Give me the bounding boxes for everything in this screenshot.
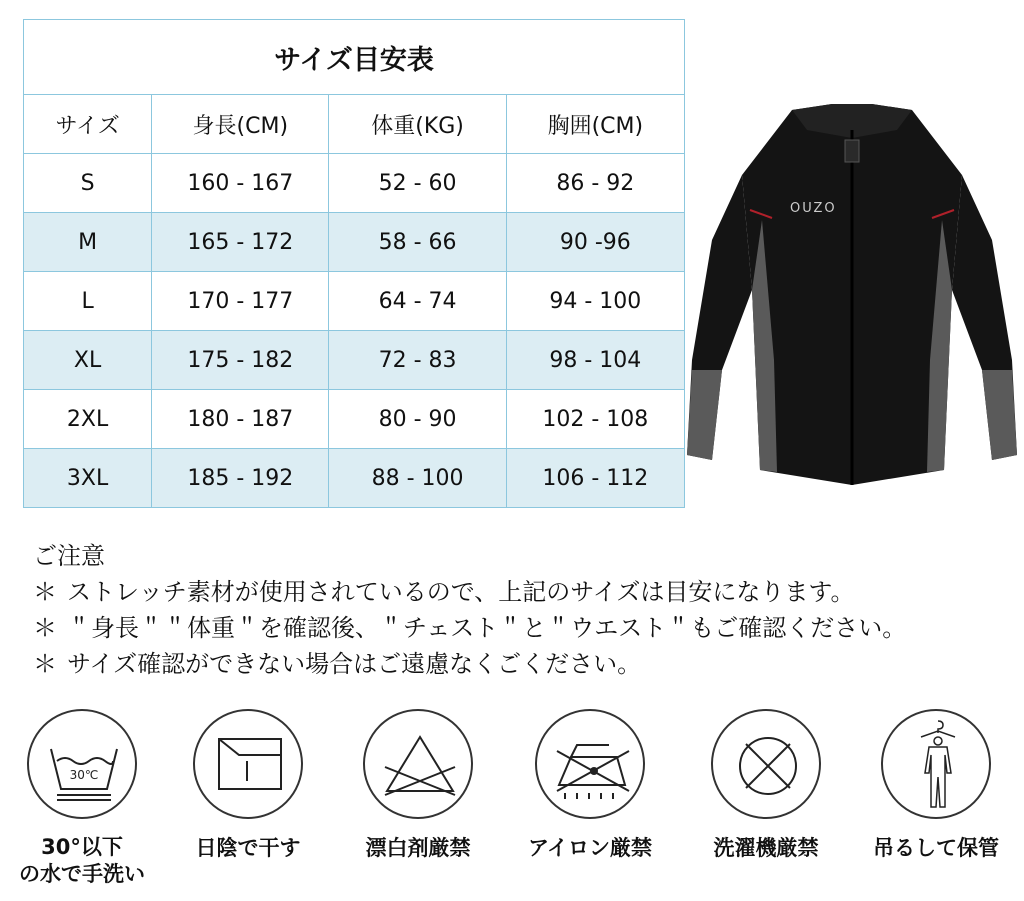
table-row	[24, 272, 685, 331]
chest-cell: 98 - 104	[506, 331, 684, 390]
table-row	[24, 331, 685, 390]
header-weight: 体重(KG)	[329, 95, 506, 154]
chest-cell: 94 - 100	[506, 272, 684, 331]
shade-dry-icon	[193, 709, 303, 819]
weight-cell: 64 - 74	[329, 272, 506, 331]
care-label-line: 30°以下	[41, 835, 123, 859]
wash-temp-label: 30℃	[69, 768, 99, 782]
chest-cell: 86 - 92	[506, 154, 684, 213]
chest-cell: 102 - 108	[506, 390, 684, 449]
table-row	[24, 213, 685, 272]
bullet-star: ＊	[33, 614, 57, 642]
hang-storage-icon	[881, 709, 991, 819]
bullet-star: ＊	[33, 650, 57, 678]
table-row	[24, 390, 685, 449]
care-label-line: の水で手洗い	[19, 862, 145, 886]
note-line	[33, 574, 906, 610]
header-chest: 胸囲(CM)	[506, 95, 684, 154]
note-line	[33, 610, 906, 646]
brand-logo: OUZO	[790, 201, 837, 216]
no-iron-icon	[535, 709, 645, 819]
weight-cell: 72 - 83	[329, 331, 506, 390]
weight-cell: 80 - 90	[329, 390, 506, 449]
size-cell: 2XL	[24, 390, 152, 449]
note-line	[33, 646, 906, 682]
no-bleach-icon	[363, 709, 473, 819]
height-cell: 165 - 172	[152, 213, 329, 272]
size-chart-table	[23, 19, 685, 508]
table-row	[24, 449, 685, 508]
table-title: サイズ目安表	[24, 20, 685, 95]
height-cell: 180 - 187	[152, 390, 329, 449]
wash-30-icon	[27, 709, 137, 819]
size-cell: 3XL	[24, 449, 152, 508]
height-cell: 185 - 192	[152, 449, 329, 508]
height-cell: 160 - 167	[152, 154, 329, 213]
size-cell: M	[24, 213, 152, 272]
size-cell: XL	[24, 331, 152, 390]
note-text: サイズ確認ができない場合はご遠慮なくごください。	[67, 650, 642, 678]
care-label: 漂白剤厳禁	[365, 836, 471, 860]
bullet-star: ＊	[33, 578, 57, 606]
notes-section	[33, 538, 906, 682]
weight-cell: 58 - 66	[329, 213, 506, 272]
height-cell: 170 - 177	[152, 272, 329, 331]
note-text: ＂身長＂＂体重＂を確認後、＂チェスト＂と＂ウエスト＂もご確認ください。	[67, 614, 907, 642]
header-height: 身長(CM)	[152, 95, 329, 154]
care-label: アイロン厳禁	[527, 836, 653, 860]
note-text: ストレッチ素材が使用されているので、上記のサイズは目安になります。	[67, 578, 855, 606]
notes-title: ご注意	[33, 542, 105, 570]
table-header-row	[24, 95, 685, 154]
size-cell: S	[24, 154, 152, 213]
care-label: 洗濯機厳禁	[713, 836, 819, 860]
care-label	[2, 834, 162, 888]
header-size: サイズ	[24, 95, 152, 154]
height-cell: 175 - 182	[152, 331, 329, 390]
wetsuit-jacket-image	[682, 100, 1022, 495]
care-label: 日陰で干す	[195, 836, 301, 860]
no-machine-wash-icon	[711, 709, 821, 819]
chest-cell: 106 - 112	[506, 449, 684, 508]
chest-cell: 90 -96	[506, 213, 684, 272]
weight-cell: 88 - 100	[329, 449, 506, 508]
care-label: 吊るして保管	[873, 836, 999, 860]
table-row	[24, 154, 685, 213]
size-cell: L	[24, 272, 152, 331]
weight-cell: 52 - 60	[329, 154, 506, 213]
